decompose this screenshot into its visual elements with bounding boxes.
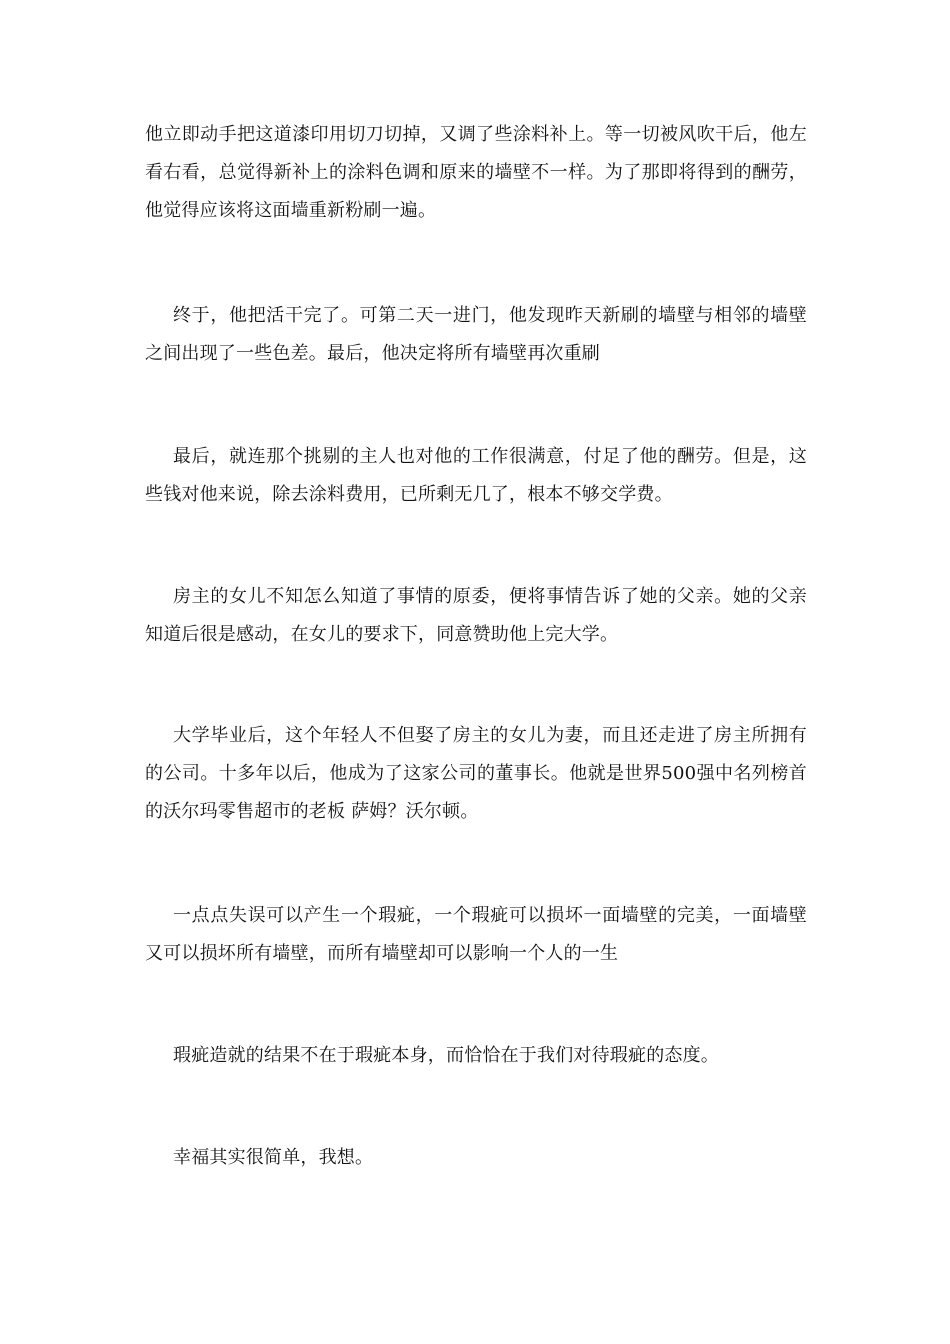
paragraph-6: 一点点失误可以产生一个瑕疵，一个瑕疵可以损坏一面墙壁的完美，一面墙壁又可以损坏所有墙壁，而所有墙壁却可以影响一个人的一生 [145,905,807,964]
paragraph-1: 他立即动手把这道漆印用切刀切掉，又调了些涂料补上。等一切被风吹干后，他左看右看，总觉得新补上的涂料色调和原来的墙壁不一样。为了那即将得到的酬劳，他觉得应该将这面墙重新粉刷一遍。 [145,124,807,221]
paragraph-7: 瑕疵造就的结果不在于瑕疵本身，而恰恰在于我们对待瑕疵的态度。 [173,1045,719,1066]
paragraph-4: 房主的女儿不知怎么知道了事情的原委，便将事情告诉了她的父亲。她的父亲知道后很是感动，在女儿的要求下，同意赞助他上完大学。 [145,586,807,645]
paragraph-5: 大学毕业后，这个年轻人不但娶了房主的女儿为妻，而且还走进了房主所拥有的公司。十多年以后，他成为了这家公司的董事长。他就是世界500强中名列榜首的沃尔玛零售超市的老板 萨姆？沃尔顿。 [145,725,807,822]
paragraph-2: 终于，他把活干完了。可第二天一进门，他发现昨天新刷的墙壁与相邻的墙壁之间出现了一些色差。最后，他决定将所有墙壁再次重刷 [145,305,807,364]
paragraph-8: 幸福其实很简单，我想。 [173,1147,374,1168]
paragraph-3: 最后，就连那个挑剔的主人也对他的工作很满意，付足了他的酬劳。但是，这些钱对他来说，除去涂料费用，已所剩无几了，根本不够交学费。 [145,446,807,505]
